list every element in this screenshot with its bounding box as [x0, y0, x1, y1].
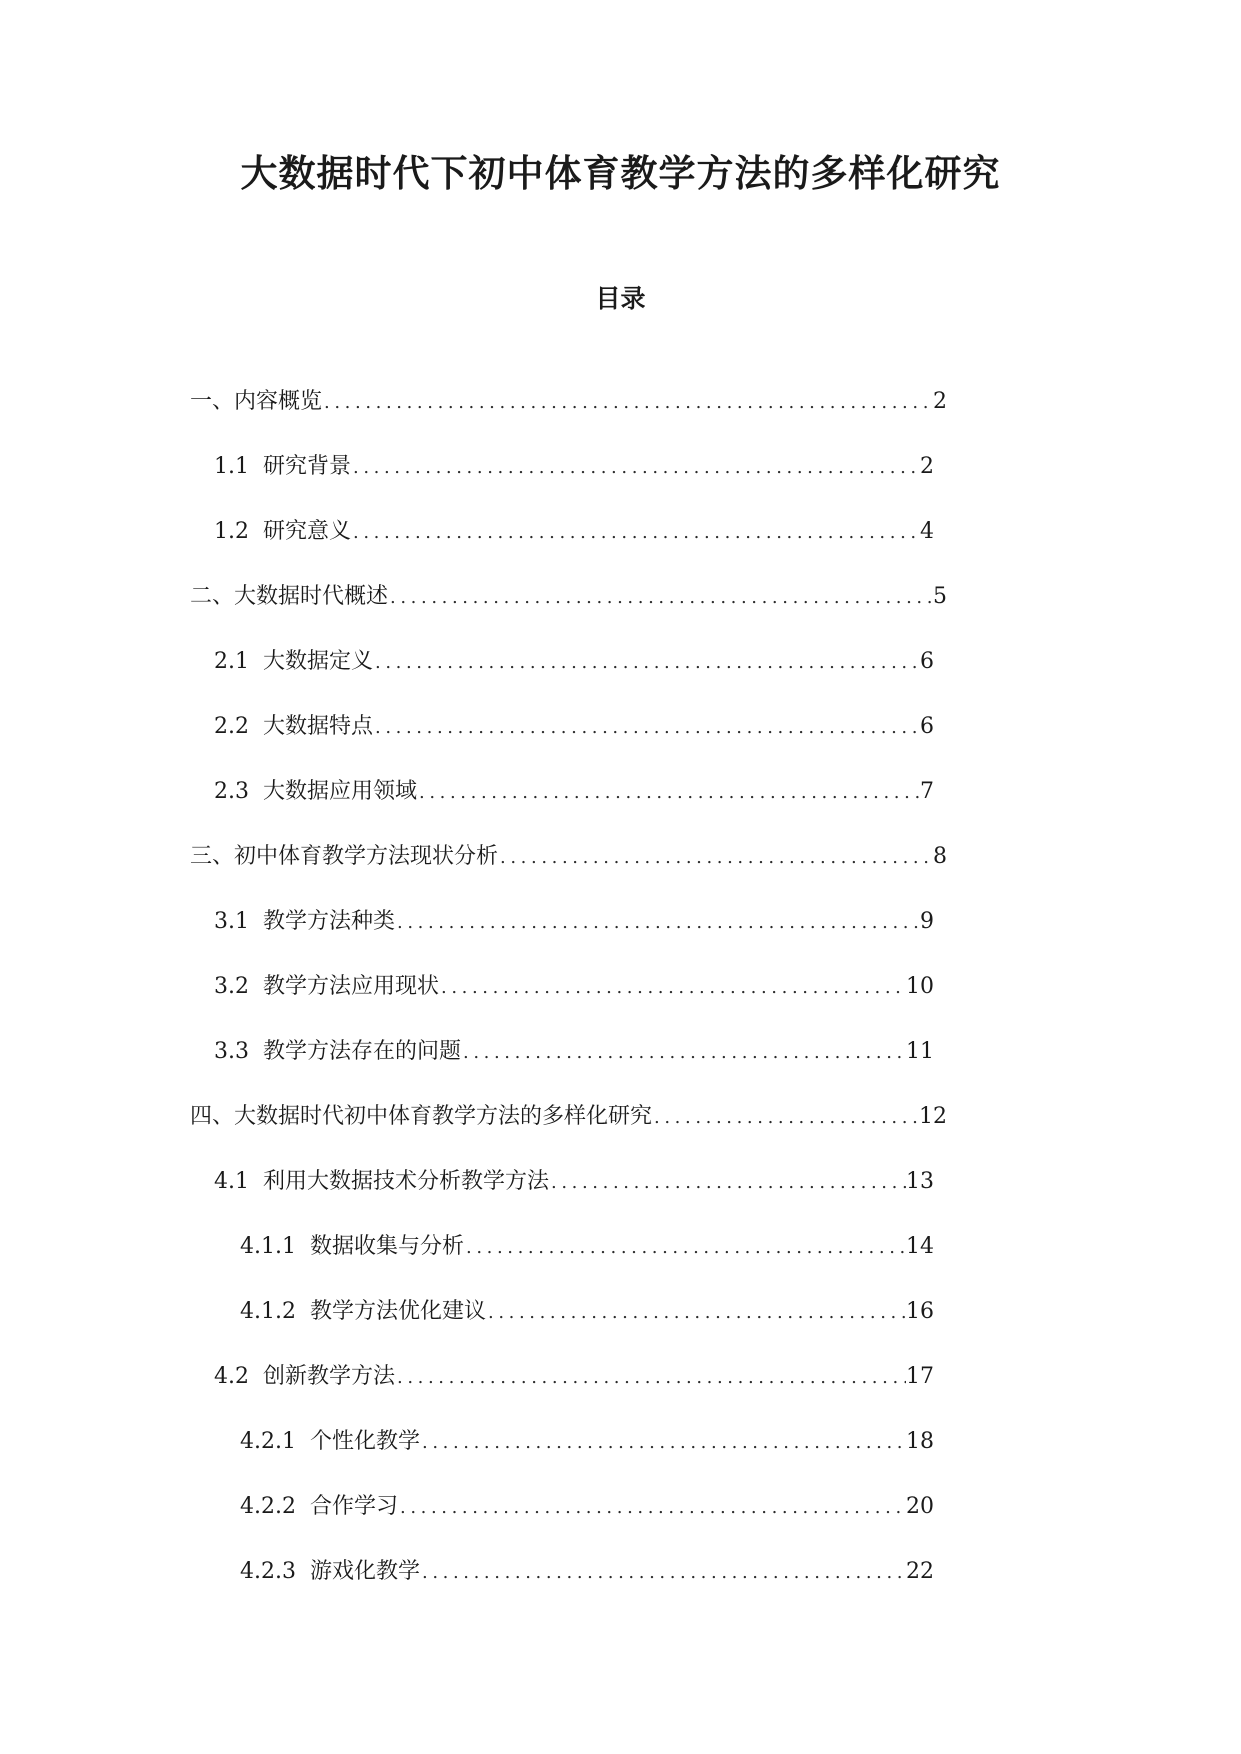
- toc-entry-page: 18: [906, 1429, 934, 1454]
- toc-entry[interactable]: [214, 450, 934, 484]
- toc-entry-page: 17: [906, 1364, 934, 1389]
- toc-entry-number: 一、: [190, 389, 235, 414]
- toc-entry-number: 三、: [190, 844, 235, 869]
- toc-entry-page: 7: [920, 779, 934, 804]
- toc-entry-number: 4.2.1: [240, 1429, 296, 1454]
- toc-entry[interactable]: [240, 1490, 934, 1524]
- toc-entry[interactable]: [214, 1035, 934, 1069]
- toc-entry[interactable]: [214, 1360, 934, 1394]
- toc-entry-page: 22: [906, 1559, 934, 1584]
- toc-dot-leader: [351, 516, 920, 549]
- toc-entry-page: 9: [920, 909, 934, 934]
- toc-entry-title: 大数据定义: [263, 649, 374, 674]
- toc-entry-title: 利用大数据技术分析教学方法: [263, 1169, 550, 1194]
- toc-dot-leader: [395, 906, 920, 939]
- toc-entry-number: 4.2.2: [240, 1494, 296, 1519]
- toc-entry[interactable]: [214, 710, 934, 744]
- document-title: 大数据时代下初中体育教学方法的多样化研究: [240, 151, 1001, 195]
- toc-entry[interactable]: [240, 1555, 934, 1589]
- toc-entry-page: 10: [906, 974, 934, 999]
- toc-entry-title: 个性化教学: [309, 1429, 420, 1454]
- toc-entry[interactable]: [214, 515, 934, 549]
- toc-dot-leader: [395, 1361, 906, 1394]
- toc-entry[interactable]: [214, 970, 934, 1004]
- toc-dot-leader: [351, 451, 920, 484]
- toc-entry-page: 5: [933, 584, 947, 609]
- toc-dot-leader: [398, 1491, 906, 1524]
- toc-entry-title: 大数据特点: [263, 714, 374, 739]
- toc-entry-title: 教学方法应用现状: [263, 974, 440, 999]
- toc-entry-page: 2: [920, 454, 934, 479]
- toc-dot-leader: [652, 1101, 919, 1134]
- toc-entry-title: 教学方法优化建议: [309, 1299, 486, 1324]
- toc-entry-number: 4.1.1: [240, 1234, 296, 1259]
- toc-entry-title: 教学方法存在的问题: [263, 1039, 462, 1064]
- toc-entry[interactable]: [240, 1295, 934, 1329]
- toc-entry-page: 14: [906, 1234, 934, 1259]
- toc-entry-number: 4.1.2: [240, 1299, 296, 1324]
- toc-entry[interactable]: [214, 1165, 934, 1199]
- toc-entry-number: 1.2: [214, 519, 249, 544]
- toc-dot-leader: [486, 1296, 906, 1329]
- toc-entry-page: 6: [920, 649, 934, 674]
- toc-dot-leader: [373, 711, 920, 744]
- toc-entry-title: 研究背景: [263, 454, 352, 479]
- toc-entry-title: 合作学习: [309, 1494, 398, 1519]
- toc-entry-page: 6: [920, 714, 934, 739]
- toc-dot-leader: [464, 1231, 906, 1264]
- toc-entry-number: 二、: [190, 584, 235, 609]
- toc-entry-number: 3.1: [214, 909, 249, 934]
- toc-dot-leader: [420, 1426, 906, 1459]
- toc-entry-title: 大数据时代初中体育教学方法的多样化研究: [234, 1104, 653, 1129]
- toc-entry-title: 研究意义: [263, 519, 352, 544]
- toc-entry-page: 2: [933, 389, 947, 414]
- toc-entry-page: 4: [920, 519, 934, 544]
- toc-entry-title: 大数据时代概述: [234, 584, 389, 609]
- toc-entry[interactable]: [214, 905, 934, 939]
- toc-dot-leader: [373, 646, 920, 679]
- toc-dot-leader: [388, 581, 933, 614]
- toc-entry-page: 11: [906, 1039, 934, 1064]
- toc-entry-title: 初中体育教学方法现状分析: [234, 844, 499, 869]
- toc-entry-number: 3.3: [214, 1039, 249, 1064]
- toc-entry-number: 1.1: [214, 454, 249, 479]
- toc-dot-leader: [549, 1166, 906, 1199]
- toc-entry-title: 创新教学方法: [263, 1364, 396, 1389]
- toc-dot-leader: [498, 841, 933, 874]
- toc-entry-title: 教学方法种类: [263, 909, 396, 934]
- toc-entry-page: 8: [933, 844, 947, 869]
- toc-dot-leader: [420, 1556, 906, 1589]
- toc-entry-number: 四、: [190, 1104, 235, 1129]
- toc-entry[interactable]: [190, 840, 947, 874]
- toc-entry-page: 20: [906, 1494, 934, 1519]
- toc-entry-title: 数据收集与分析: [309, 1234, 464, 1259]
- toc-entry[interactable]: [240, 1425, 934, 1459]
- toc-dot-leader: [417, 776, 920, 809]
- toc-entry-number: 4.2.3: [240, 1559, 296, 1584]
- toc-entry-page: 16: [906, 1299, 934, 1324]
- toc-dot-leader: [461, 1036, 906, 1069]
- toc-entry-title: 游戏化教学: [309, 1559, 420, 1584]
- toc-entry[interactable]: [214, 775, 934, 809]
- toc-dot-leader: [439, 971, 906, 1004]
- toc-entry-number: 4.1: [214, 1169, 249, 1194]
- toc-entry-title: 内容概览: [234, 389, 323, 414]
- toc-entry-title: 大数据应用领域: [263, 779, 418, 804]
- toc-entry-page: 13: [906, 1169, 934, 1194]
- toc-entry[interactable]: [190, 580, 947, 614]
- toc-entry-number: 2.3: [214, 779, 249, 804]
- toc-entry-page: 12: [919, 1104, 947, 1129]
- toc-dot-leader: [322, 386, 933, 419]
- toc-entry-number: 3.2: [214, 974, 249, 999]
- toc-entry[interactable]: [190, 385, 947, 419]
- toc-entry[interactable]: [190, 1100, 947, 1134]
- toc-entry-number: 2.2: [214, 714, 249, 739]
- toc-entry[interactable]: [240, 1230, 934, 1264]
- toc-entry[interactable]: [214, 645, 934, 679]
- toc-heading: 目录: [595, 284, 646, 313]
- toc-entry-number: 4.2: [214, 1364, 249, 1389]
- toc-entry-number: 2.1: [214, 649, 249, 674]
